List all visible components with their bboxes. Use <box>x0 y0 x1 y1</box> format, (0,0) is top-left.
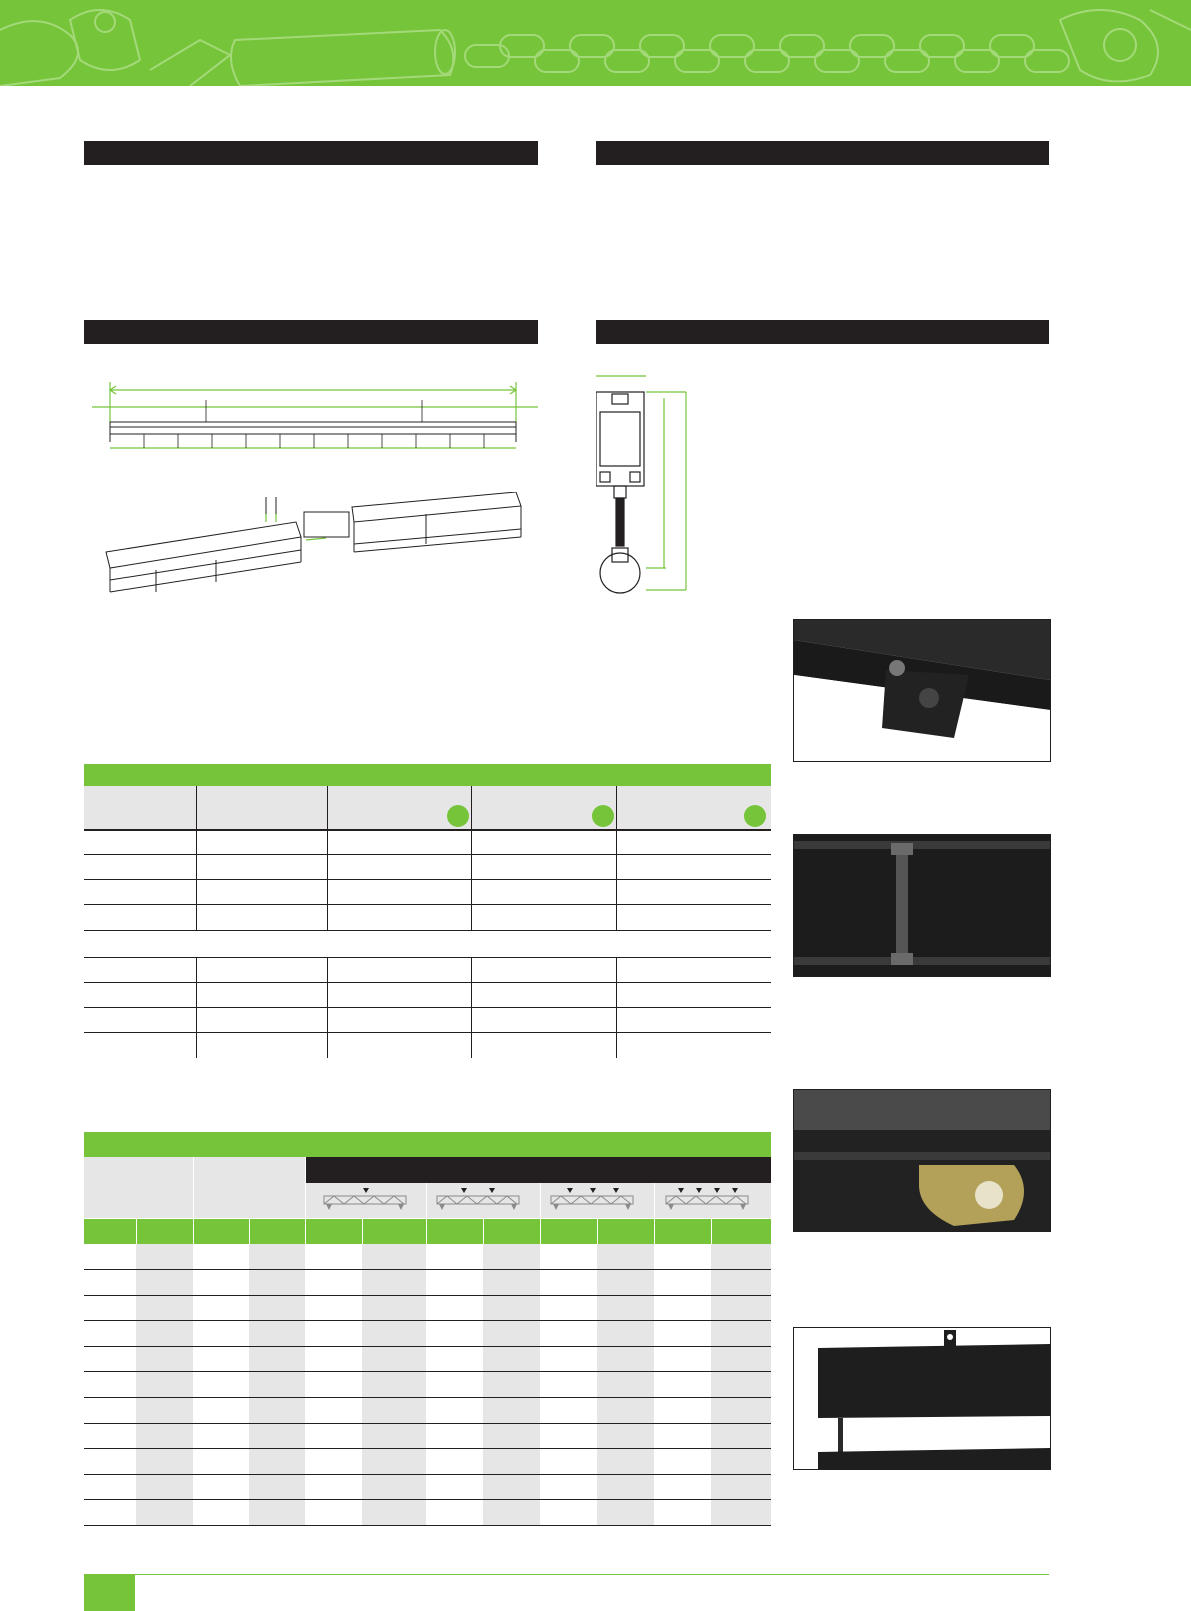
table1-title <box>84 768 92 782</box>
table2-rule <box>84 1423 771 1424</box>
lifting-lug-photo <box>793 1089 1051 1232</box>
1-point-load-icon <box>320 1188 410 1212</box>
table1-col-divider <box>471 786 472 1058</box>
4-point-load-icon <box>662 1188 752 1212</box>
table2-title-bar <box>84 1132 771 1157</box>
table2-load-case-bar <box>305 1157 771 1183</box>
section-bar-top-right <box>596 141 1049 165</box>
status-dot <box>447 805 469 827</box>
table2-shaded-column <box>711 1244 771 1526</box>
table2-col-divider <box>654 1219 655 1244</box>
table2-rule <box>84 1474 771 1475</box>
table1-title-bar <box>84 764 771 786</box>
beam-joint-isometric-drawing <box>96 492 546 602</box>
table2-col-divider <box>305 1219 306 1244</box>
table2-col-divider <box>540 1219 541 1244</box>
table2-col-divider <box>597 1219 598 1244</box>
table1-rule <box>84 982 771 983</box>
section-bar-mid-right <box>596 320 1049 344</box>
table1-rule <box>84 904 771 905</box>
table2-shaded-column <box>249 1244 305 1526</box>
table2-rule <box>84 1269 771 1270</box>
table2-col-divider <box>193 1219 194 1244</box>
table1-rule <box>84 829 771 831</box>
3-point-load-icon <box>547 1188 637 1212</box>
section-title <box>84 146 92 160</box>
table1-col-divider <box>327 786 328 1058</box>
table2-col-divider <box>249 1219 250 1244</box>
section-title <box>596 325 604 339</box>
status-dot <box>592 805 614 827</box>
table1-col-divider <box>616 786 617 1058</box>
table2-rule <box>84 1448 771 1449</box>
table2-column-header-row <box>84 1219 771 1244</box>
table1-rule <box>84 957 771 958</box>
beam-cross-section-drawing <box>596 368 696 598</box>
table2-col-divider <box>426 1219 427 1244</box>
table2-col-divider <box>654 1183 655 1218</box>
table2-col-divider <box>193 1157 194 1218</box>
beam-with-lug-photo <box>793 1327 1051 1470</box>
table1-rule <box>84 854 771 855</box>
table1-subhead-mask <box>84 930 771 957</box>
table1-rule <box>84 879 771 880</box>
footer-rule <box>135 1574 1049 1575</box>
table1-header-row <box>84 786 771 830</box>
table2-rule <box>84 1525 771 1526</box>
table2-col-divider <box>711 1219 712 1244</box>
table1-col-divider <box>196 786 197 1058</box>
table2-rule <box>84 1397 771 1398</box>
table2-shaded-column <box>483 1244 540 1526</box>
table1-rule <box>84 1032 771 1033</box>
header-banner <box>0 0 1191 86</box>
table2-shaded-column <box>597 1244 654 1526</box>
section-title <box>596 146 604 160</box>
table2-col-divider <box>362 1219 363 1244</box>
table1-rule <box>84 1007 771 1008</box>
table2-col-divider <box>305 1157 306 1218</box>
2-point-load-icon <box>433 1188 523 1212</box>
table2-col-divider <box>426 1183 427 1218</box>
page-number-block <box>84 1574 135 1611</box>
table2-rule <box>84 1371 771 1372</box>
chain-and-shackle-illustration <box>0 0 1191 86</box>
beam-length-dimension-drawing <box>86 370 546 465</box>
table2-col-divider <box>136 1219 137 1244</box>
table2-shaded-column <box>362 1244 426 1526</box>
section-bar-mid-left <box>84 320 538 344</box>
table2-rule <box>84 1320 771 1321</box>
table2-title <box>84 1137 92 1151</box>
table2-col-divider <box>540 1183 541 1218</box>
table2-rule <box>84 1295 771 1296</box>
section-title <box>84 325 92 339</box>
table2-rule <box>84 1499 771 1500</box>
table2-shaded-column <box>136 1244 193 1526</box>
status-dot <box>744 805 766 827</box>
table2-col-divider <box>483 1219 484 1244</box>
threaded-rod-photo <box>793 834 1051 977</box>
table2-rule <box>84 1346 771 1347</box>
beam-clamp-photo <box>793 619 1051 762</box>
table1-rule <box>84 930 771 931</box>
section-bar-top-left <box>84 141 538 165</box>
